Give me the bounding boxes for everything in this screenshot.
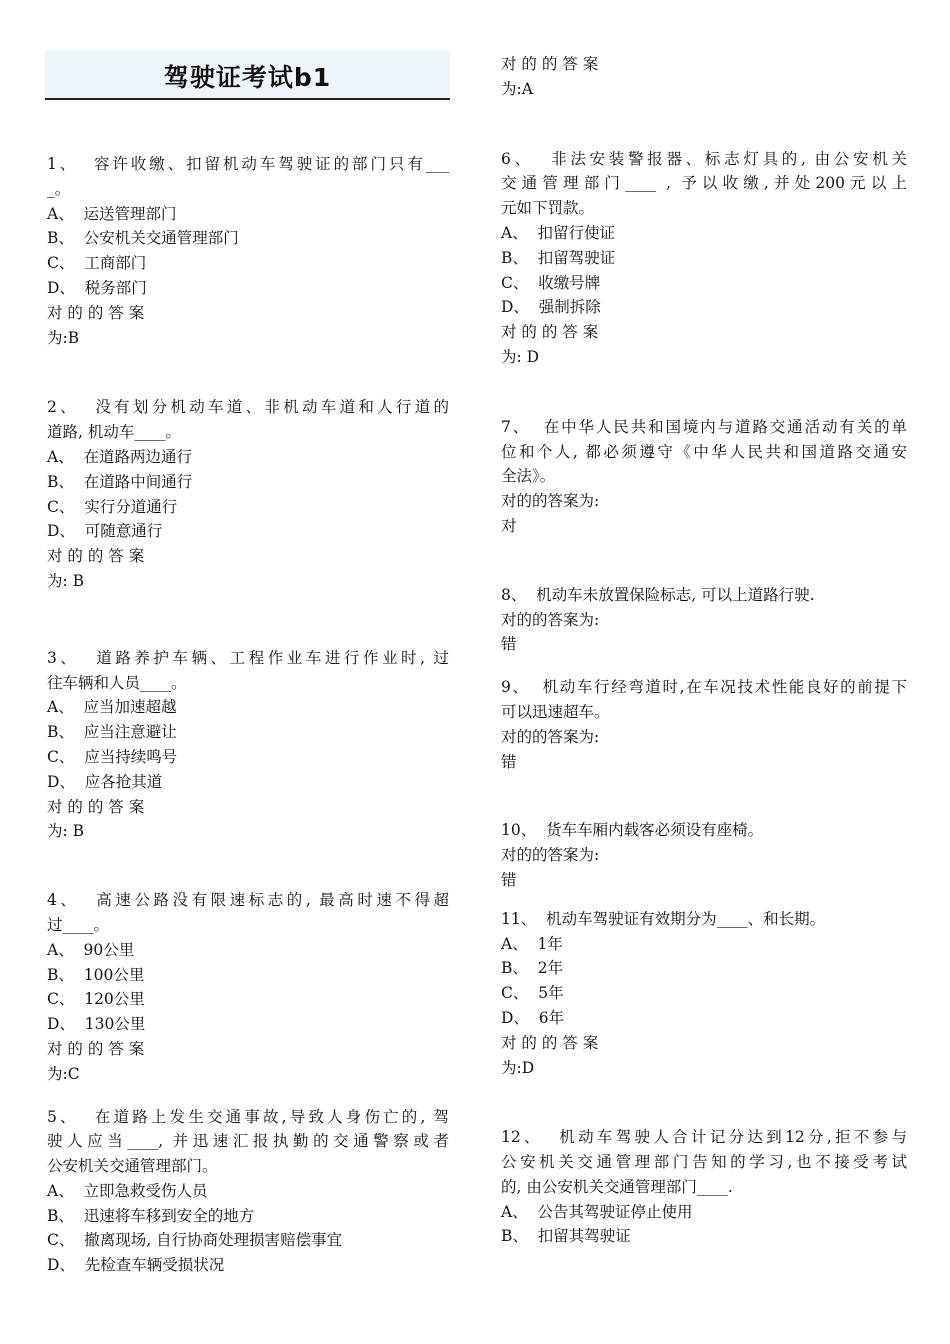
question-5-option-d: D、 先检查车辆受损状况 xyxy=(47,1256,225,1275)
question-5-line-2: 驶人应当____, 并迅速汇报执勤的交通警察或者 xyxy=(47,1132,449,1151)
question-10-answer: 错 xyxy=(501,870,517,889)
question-5-option-b: B、 迅速将车移到安全的地方 xyxy=(47,1206,255,1225)
question-8-answer: 错 xyxy=(501,635,517,654)
question-4-option-c: C、 120公里 xyxy=(47,990,145,1009)
question-7 xyxy=(501,415,907,539)
question-11-line-1: 11、 机动车驾驶证有效期分为____、和长期。 xyxy=(501,909,826,928)
question-4-answer-label: 对 的 的 答 案 xyxy=(47,1039,145,1058)
question-5-line-1: 5、 在道路上发生交通事故,导致人身伤亡的, 驾 xyxy=(47,1107,449,1126)
question-6-option-d: D、 强制拆除 xyxy=(501,298,601,317)
question-5-option-a: A、 立即急救受伤人员 xyxy=(47,1181,208,1200)
question-2-line-1: 2、 没有划分机动车道、非机动车道和人行道的 xyxy=(47,398,449,417)
question-3-answer: 为: B xyxy=(47,822,85,841)
question-8 xyxy=(501,583,907,657)
question-3-option-c: C、 应当持续鸣号 xyxy=(47,747,178,766)
question-10-answer-label: 对的的答案为: xyxy=(501,846,600,865)
question-11-option-c: C、 5年 xyxy=(501,984,564,1003)
question-5-option-c: C、 撤离现场, 自行协商处理损害赔偿事宜 xyxy=(47,1231,343,1250)
question-6-option-c: C、 收缴号牌 xyxy=(501,273,601,292)
question-5-line-3: 公安机关交通管理部门。 xyxy=(47,1157,218,1176)
question-2-option-c: C、 实行分道通行 xyxy=(47,497,178,516)
question-4-line-2: 过____。 xyxy=(47,915,110,934)
question-1-answer-label: 对 的 的 答 案 xyxy=(47,303,145,322)
question-11-answer: 为:D xyxy=(501,1058,535,1077)
question-6-option-a: A、 扣留行使证 xyxy=(501,223,616,242)
question-3-line-2: 往车辆和人员____。 xyxy=(47,673,187,692)
question-12-line-3: 的, 由公安机关交通管理部门____. xyxy=(501,1177,733,1196)
question-7-line-2: 位和个人, 都必须遵守《中华人民共和国道路交通安 xyxy=(501,442,907,461)
question-12-option-a: A、 公告其驾驶证停止使用 xyxy=(501,1202,693,1221)
question-2-answer-label: 对 的 的 答 案 xyxy=(47,547,145,566)
question-4-answer: 为:C xyxy=(47,1064,80,1083)
question-6-line-1: 6、 非法安装警报器、标志灯具的, 由公安机关 xyxy=(501,149,907,168)
question-6-line-2: 交通管理部门____ , 予以收缴,并处200元以上 xyxy=(501,174,907,193)
question-12-line-1: 12、 机动车驾驶人合计记分达到12分,拒不参与 xyxy=(501,1128,907,1147)
question-1-option-b: B、 公安机关交通管理部门 xyxy=(47,229,239,248)
question-2-option-b: B、 在道路中间通行 xyxy=(47,472,193,491)
question-3-option-a: A、 应当加速超越 xyxy=(47,698,177,717)
question-1-option-d: D、 税务部门 xyxy=(47,278,147,297)
question-3-line-1: 3、 道路养护车辆、工程作业车进行作业时, 过 xyxy=(47,648,449,667)
question-4-line-1: 4、 高速公路没有限速标志的, 最高时速不得超 xyxy=(47,891,449,910)
question-4-option-d: D、 130公里 xyxy=(47,1015,146,1034)
question-2-answer: 为: B xyxy=(47,571,85,590)
question-2-option-a: A、 在道路两边通行 xyxy=(47,447,193,466)
question-9 xyxy=(501,675,907,774)
question-11-option-b: B、 2年 xyxy=(501,959,564,978)
question-6 xyxy=(501,147,907,370)
question-4 xyxy=(47,888,449,1086)
question-5-continued xyxy=(501,52,907,102)
question-3-option-b: B、 应当注意避让 xyxy=(47,723,177,742)
question-6-line-3: 元如下罚款。 xyxy=(501,199,595,218)
question-6-answer-label: 对 的 的 答 案 xyxy=(501,323,599,342)
question-3-answer-label: 对 的 的 答 案 xyxy=(47,797,145,816)
question-7-answer: 对 xyxy=(501,516,517,535)
question-9-answer: 错 xyxy=(501,752,517,771)
question-1-option-c: C、 工商部门 xyxy=(47,254,147,273)
page-title: 驾驶证考试b1 xyxy=(163,63,332,92)
question-2-line-2: 道路, 机动车____。 xyxy=(47,423,181,442)
question-1-answer: 为:B xyxy=(47,328,80,347)
question-2 xyxy=(47,395,449,593)
question-5 xyxy=(47,1105,449,1279)
question-5-answer: 为:A xyxy=(501,79,533,98)
question-7-line-3: 全法》。 xyxy=(501,467,556,486)
question-7-answer-label: 对的的答案为: xyxy=(501,492,600,511)
question-1-line-2: _。 xyxy=(47,179,71,198)
question-4-option-a: A、 90公里 xyxy=(47,940,135,959)
question-3 xyxy=(47,646,449,844)
question-9-line-1: 9、 机动车行经弯道时,在车况技术性能良好的前提下 xyxy=(501,678,907,697)
question-6-answer: 为: D xyxy=(501,347,540,366)
question-12-line-2: 公安机关交通管理部门告知的学习,也不接受考试 xyxy=(501,1153,907,1172)
question-3-option-d: D、 应各抢其道 xyxy=(47,772,163,791)
question-1-line-1: 1、 容许收缴、扣留机动车驾驶证的部门只有___ xyxy=(47,155,449,173)
right-column xyxy=(501,52,907,1249)
question-1 xyxy=(47,152,449,350)
question-12-option-b: B、 扣留其驾驶证 xyxy=(501,1227,631,1246)
question-6-option-b: B、 扣留驾驶证 xyxy=(501,248,616,267)
question-9-line-2: 可以迅速超车。 xyxy=(501,702,610,721)
question-8-line-1: 8、 机动车未放置保险标志, 可以上道路行驶. xyxy=(501,585,815,604)
question-11 xyxy=(501,907,907,1081)
question-10 xyxy=(501,818,907,892)
question-4-option-b: B、 100公里 xyxy=(47,965,145,984)
question-11-answer-label: 对 的 的 答 案 xyxy=(501,1033,599,1052)
question-9-answer-label: 对的的答案为: xyxy=(501,727,600,746)
question-11-option-d: D、 6年 xyxy=(501,1008,565,1027)
question-7-line-1: 7、 在中华人民共和国境内与道路交通活动有关的单 xyxy=(501,417,907,436)
question-12 xyxy=(501,1125,907,1249)
question-10-line-1: 10、 货车车厢内载客必须设有座椅。 xyxy=(501,821,764,840)
question-1-option-a: A、 运送管理部门 xyxy=(47,204,177,223)
question-8-answer-label: 对的的答案为: xyxy=(501,610,600,629)
left-column xyxy=(47,152,449,1278)
question-5-answer-label: 对 的 的 答 案 xyxy=(501,55,599,73)
title-box xyxy=(45,50,450,100)
question-2-option-d: D、 可随意通行 xyxy=(47,522,163,541)
question-11-option-a: A、 1年 xyxy=(501,934,563,953)
